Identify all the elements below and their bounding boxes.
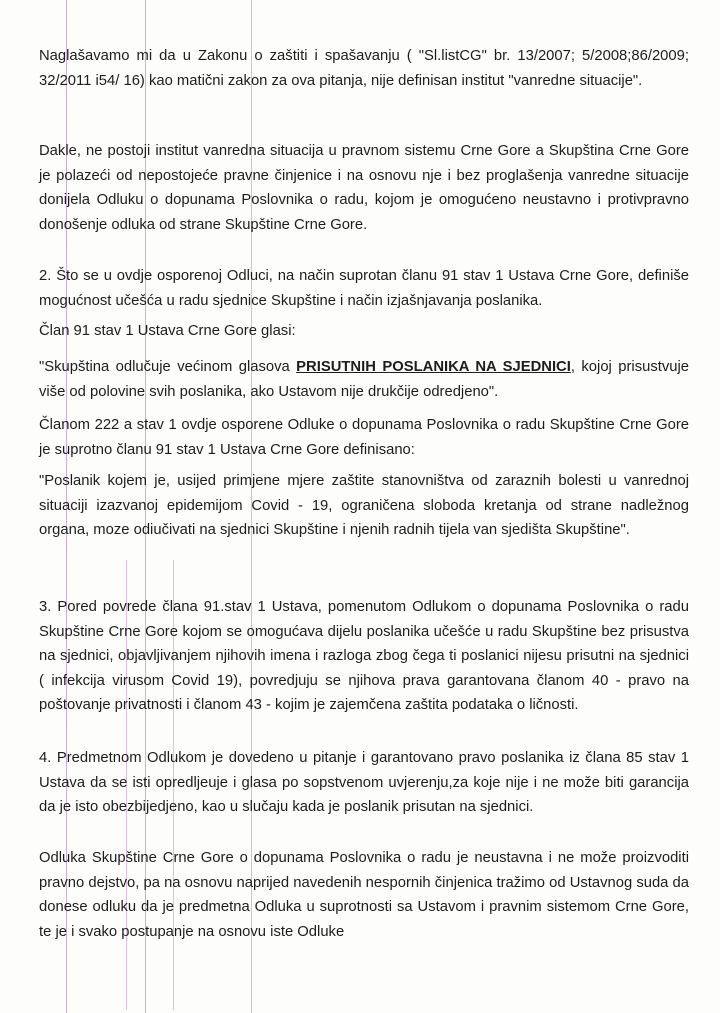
paragraph-point-4: 4. Predmetnom Odlukom je dovedeno u pitanje i garantovano pravo poslanika iz člana 85 stav 1 Ustava da se isti opredljeuje i glasa po sopstvenom uvjerenju,za koje nije i ne može biti garancija da je isto obezbijedjeno, kao u slučaju kada je poslanik prisutan na sjednici. (39, 750, 689, 816)
paragraph-article-222a-quote: "Poslanik kojem je, usijed primjene mjere zaštite stanovništva od zaraznih bolesti u vanrednoj situaciji izazvanoj epidemijom Covid - 19, ograničena sloboda kretanja od strane nadležnog organa, moze odiučivati na sjednici Skupštine i njenih radnih tijela van sjedišta Skupštine". (39, 473, 689, 539)
paragraph-article-91-quote (39, 355, 689, 404)
paragraph-conclusion: Dakle, ne postoji institut vanredna situacija u pravnom sistemu Crne Gore a Skupština Crne Gore je polazeći od nepostojeće pravne činjenice i na osnovu nje i bez proglašenja vanredne situacije donijela Odluku o dopunama Poslovnika o radu, kojom je omogućeno neustavno i protivpravno donošenje odluka od strane Skupštine Crne Gore. (39, 143, 689, 233)
paragraph-point-2: 2. Što se u ovdje osporenoj Odluci, na način suprotan članu 91 stav 1 Ustava Crne Gore, definiše mogućnost učešća u radu sjednice Skupštine i način izjašnjavanja poslanika. (39, 268, 689, 309)
quote-text-after: , kojoj prisustvuje više od polovine svih poslanika, ako Ustavom nije drukčije odredjeno". (39, 359, 689, 400)
paragraph-final: Odluka Skupštine Crne Gore o dopunama Poslovnika o radu je neustavna i ne može proizvoditi pravno dejstvo, pa na osnovu naprijed navedenih nespornih činjenica tražimo od Ustavnog suda da donese odluku da je predmetna Odluka u suprotnosti sa Ustavom i pravnim sistemom Crne Gore, te je i svako postupanje na osnovu iste Odluke (39, 850, 689, 940)
paragraph-article-222a: Članom 222 a stav 1 ovdje osporene Odluke o dopunama Poslovnika o radu Skupštine Crne Gore je suprotno članu 91 stav 1 Ustava Crne Gore definisano: (39, 417, 689, 458)
paragraph-intro: Naglašavamo mi da u Zakonu o zaštiti i spašavanju ( "Sl.listCG" br. 13/2007; 5/2008;86/2009; 32/2011 i54/ 16) kao matični zakon za ova pitanja, nije definisan institut "vanredne situacije". (39, 48, 689, 89)
quote-emphasis: PRISUTNIH POSLANIKA NA SJEDNICI (296, 359, 571, 375)
paragraph-point-3: 3. Pored povrede člana 91.stav 1 Ustava, pomenutom Odlukom o dopunama Poslovnika o radu Skupštine Crne Gore kojom se omogućava dijelu poslanika učešće u radu Skupštine bez prisustva na sjednici, objavljivanjem njihovih imena i razloga zbog čega ti poslanici nijesu prisutni na sjednici ( infekcija virusom Covid 19), povredjuju se njihova prava garantovana članom 40 - pravo na poštovanje privatnosti i članom 43 - kojim je zajemčena zaštita podataka o ličnosti. (39, 599, 689, 714)
paragraph-article-91-heading: Član 91 stav 1 Ustava Crne Gore glasi: (39, 323, 296, 339)
quote-text-before: "Skupština odlučuje većinom glasova (39, 359, 297, 375)
